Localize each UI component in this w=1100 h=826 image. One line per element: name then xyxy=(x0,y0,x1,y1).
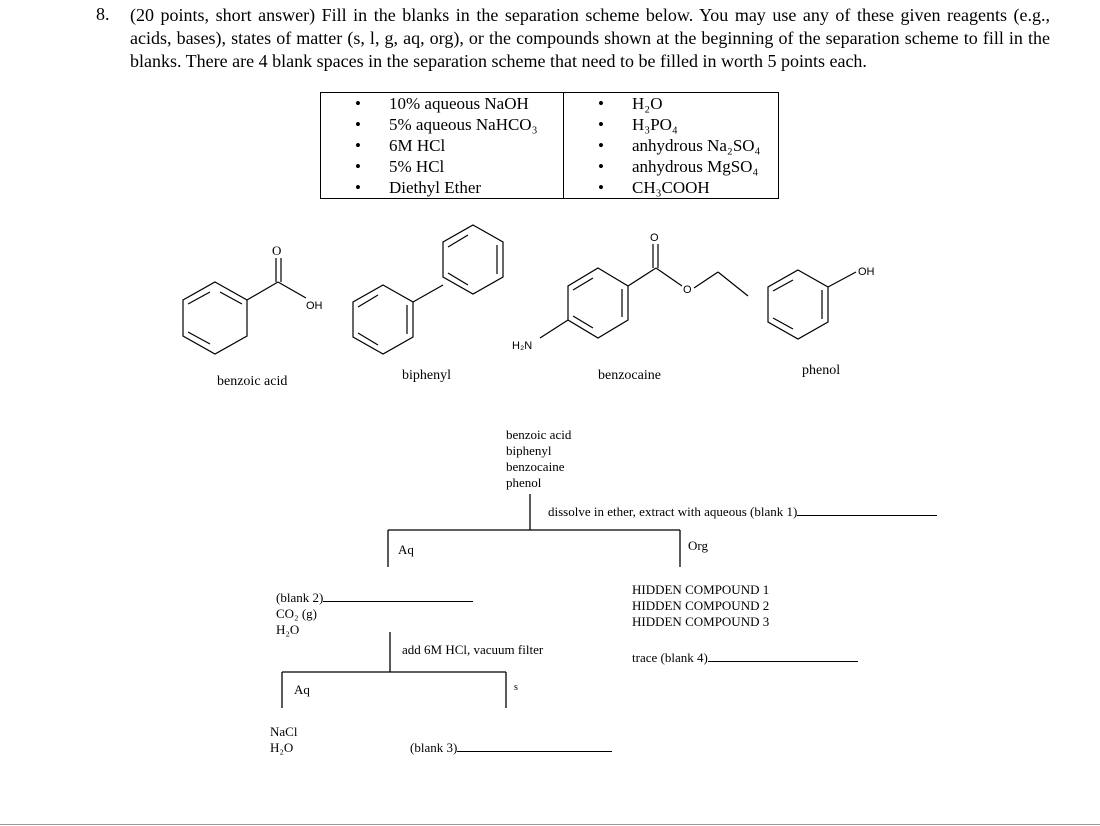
benzoic-acid-o-atom: O xyxy=(272,243,282,258)
bullet-icon: • xyxy=(355,178,361,197)
phenol-drawing xyxy=(768,270,856,339)
reagent-name: 5% HCl xyxy=(389,157,445,176)
benzocaine-drawing xyxy=(540,244,748,338)
reagent-name: 5% aqueous NaHCO₃ xyxy=(389,115,538,134)
mixture-item: benzoic acid xyxy=(506,427,572,442)
benzocaine-amine-atom: H₂N xyxy=(512,340,533,352)
page-bottom-rule xyxy=(0,824,1100,825)
biphenyl-drawing xyxy=(353,225,503,354)
question-text: (20 points, short answer) Fill in the blanks in the separation scheme below. You may use any of these given reagents (e.g., acids, bases), states of matter (s, l, g, aq, org), or the compounds shown at the beginning of the separation scheme to fill in the blanks. There are 4 blank spaces in the separation scheme that need to be filled in worth 5 points each. xyxy=(130,5,1050,71)
step1-text: dissolve in ether, extract with aqueous (blank 1) xyxy=(548,504,798,519)
step1-instruction xyxy=(548,504,937,520)
reagent-name: anhydrous MgSO₄ xyxy=(632,157,759,176)
bullet-icon: • xyxy=(355,94,361,113)
step2-instruction: add 6M HCl, vacuum filter xyxy=(402,642,544,657)
aq2-content-item: H₂O xyxy=(270,740,294,755)
bullet-icon: • xyxy=(598,115,604,134)
bullet-icon: • xyxy=(598,178,604,197)
reagent-name: Diethyl Ether xyxy=(389,178,482,197)
benzocaine-o-atom: O xyxy=(650,232,659,244)
aq-layer-contents xyxy=(276,590,473,638)
blank-4-line[interactable] xyxy=(708,661,858,662)
solid-layer-label: s xyxy=(514,682,518,693)
blank-3-line[interactable] xyxy=(457,751,612,752)
aq2-layer-contents xyxy=(270,724,297,756)
question-number: 8. xyxy=(96,4,110,24)
phenol-label: phenol xyxy=(802,363,841,378)
mixture-item: benzocaine xyxy=(506,459,565,474)
reagent-name: H₂O xyxy=(632,94,663,113)
org-content-item: HIDDEN COMPOUND 2 xyxy=(632,598,770,613)
org-layer-label: Org xyxy=(688,538,708,553)
org-content-item: HIDDEN COMPOUND 3 xyxy=(632,614,770,629)
trace-text: trace (blank 4) xyxy=(632,650,708,665)
org-content-item: HIDDEN COMPOUND 1 xyxy=(632,582,770,597)
mixture-item: phenol xyxy=(506,475,542,490)
reagent-name: anhydrous Na₂SO₄ xyxy=(632,136,761,155)
blank-3 xyxy=(410,740,612,756)
bullet-icon: • xyxy=(598,136,604,155)
reagent-name: H₃PO₄ xyxy=(632,115,678,134)
blank-2-prefix: (blank 2) xyxy=(276,590,324,605)
phenol-oh-atom: OH xyxy=(858,266,875,278)
blank-3-text: (blank 3) xyxy=(410,740,458,755)
aq-content-item: H₂O xyxy=(276,622,300,637)
org-layer-contents xyxy=(632,582,769,630)
aq2-layer-label: Aq xyxy=(294,682,310,697)
reagent-name: 6M HCl xyxy=(389,136,446,155)
reagent-name: CH₃COOH xyxy=(632,178,710,197)
bullet-icon: • xyxy=(598,94,604,113)
bullet-icon: • xyxy=(355,157,361,176)
bullet-icon: • xyxy=(598,157,604,176)
mixture-item: biphenyl xyxy=(506,443,552,458)
aq-content-item: CO₂ (g) xyxy=(276,606,317,621)
blank-2-line[interactable] xyxy=(323,601,473,602)
biphenyl-label: biphenyl xyxy=(402,368,451,383)
benzoic-acid-oh-atom: OH xyxy=(306,300,323,312)
benzocaine-label: benzocaine xyxy=(598,368,661,383)
benzoic-acid-label: benzoic acid xyxy=(217,374,288,389)
aq-layer-label: Aq xyxy=(398,542,414,557)
aq2-content-item: NaCl xyxy=(270,724,298,739)
blank-1-line[interactable] xyxy=(797,515,937,516)
benzocaine-ester-o-atom: O xyxy=(683,284,692,296)
trace-blank-4 xyxy=(632,650,858,666)
bullet-icon: • xyxy=(355,136,361,155)
starting-mixture xyxy=(506,427,571,491)
bullet-icon: • xyxy=(355,115,361,134)
reagent-name: 10% aqueous NaOH xyxy=(389,94,529,113)
benzoic-acid-drawing xyxy=(183,258,306,354)
